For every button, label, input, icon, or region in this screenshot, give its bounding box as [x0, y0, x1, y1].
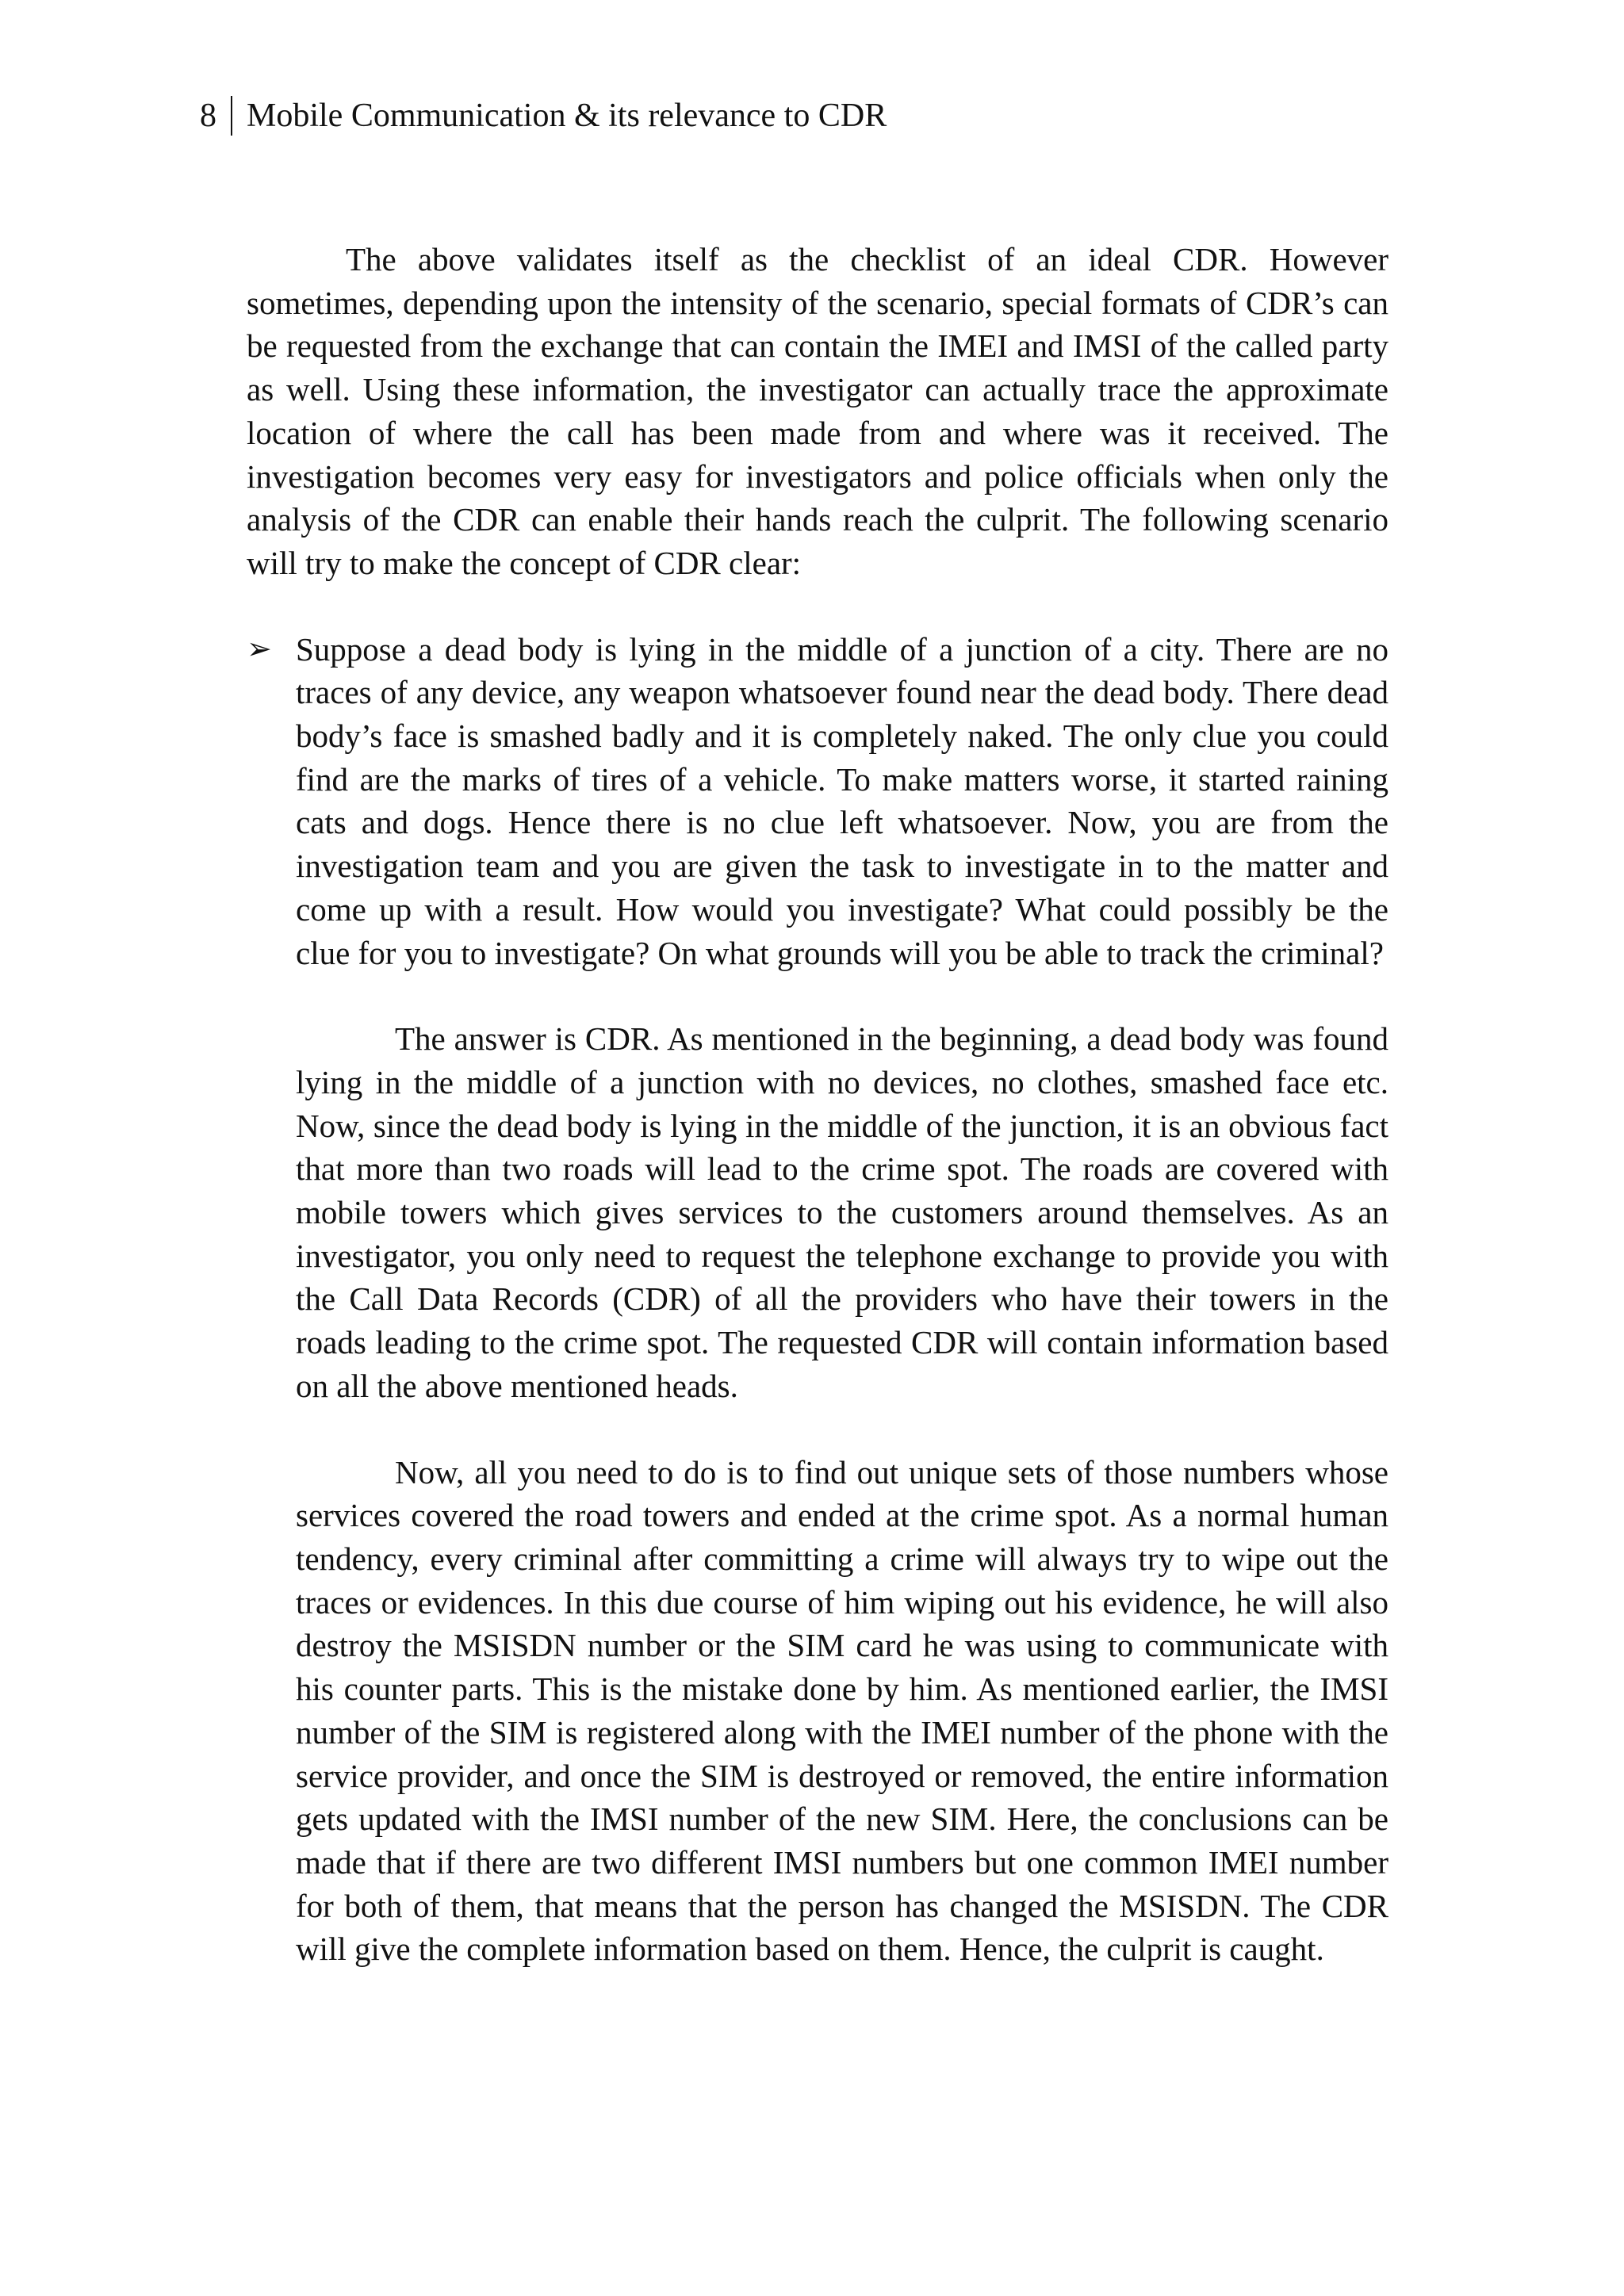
header-divider — [231, 96, 232, 136]
page-header — [200, 94, 887, 138]
paragraph-checklist: The above validates itself as the checklist of an ideal CDR. However sometimes, depending upon the intensity of the scenario, special formats of CDR’s can be requested from the exchange that can contain the IMEI and IMSI of the called party as well. Using these information, the investigator can actually trace the approximate location of where the call has been made from and where was it received. The investigation becomes very easy for investigators and police officials when only the analysis of the CDR can enable their hands reach the culprit. The following scenario will try to make the concept of CDR clear: — [247, 241, 1388, 581]
page-body — [247, 238, 1388, 1971]
running-title: Mobile Communication & its relevance to CDR — [247, 98, 887, 134]
paragraph-answer: The answer is CDR. As mentioned in the beginning, a dead body was found lying in the middle of a junction with no devices, no clothes, smashed face etc. Now, since the dead body is lying in the middle of the junction, it is an obvious fact that more than two roads will lead to the crime spot. The roads are covered with mobile towers which gives services to the customers around themselves. As an investigator, you only need to request the telephone exchange to provide you with the Call Data Records (CDR) of all the providers who have their towers in the roads leading to the crime spot. The requested CDR will contain information based on all the above mentioned heads. — [296, 1020, 1388, 1404]
paragraph-conclusion: Now, all you need to do is to find out unique sets of those numbers whose services covered the road towers and ended at the crime spot. As a normal human tendency, every criminal after committing a crime will always try to wipe out the traces or evidences. In this due course of him wiping out his evidence, he will also destroy the MSISDN number or the SIM card he was using to communicate with his counter parts. This is the mistake done by him. As mentioned earlier, the IMSI number of the SIM is registered along with the IMEI number of the phone with the service provider, and once the SIM is destroyed or removed, the entire information gets updated with the IMSI number of the new SIM. Here, the conclusions can be made that if there are two different IMSI numbers but one common IMEI number for both of them, that means that the person has changed the MSISDN. The CDR will give the complete information based on them. Hence, the culprit is caught. — [296, 1453, 1388, 1968]
page-number: 8 — [200, 98, 216, 134]
scenario-text: Suppose a dead body is lying in the middle of a junction of a city. There are no traces of any device, any weapon whatsoever found near the dead body. There dead body’s face is smashed badly and it is completely naked. The only clue you could find are the marks of tires of a vehicle. To make matters worse, it started raining cats and dogs. Hence there is no clue left whatsoever. Now, you are from the investigation team and you are given the task to investigate in to the matter and come up with a result. How would you investigate? What could possibly be the clue for you to investigate? On what grounds will you be able to track the criminal? — [296, 630, 1388, 971]
arrow-bullet-icon: ➢ — [247, 632, 272, 666]
scenario-bullet — [247, 628, 1388, 975]
